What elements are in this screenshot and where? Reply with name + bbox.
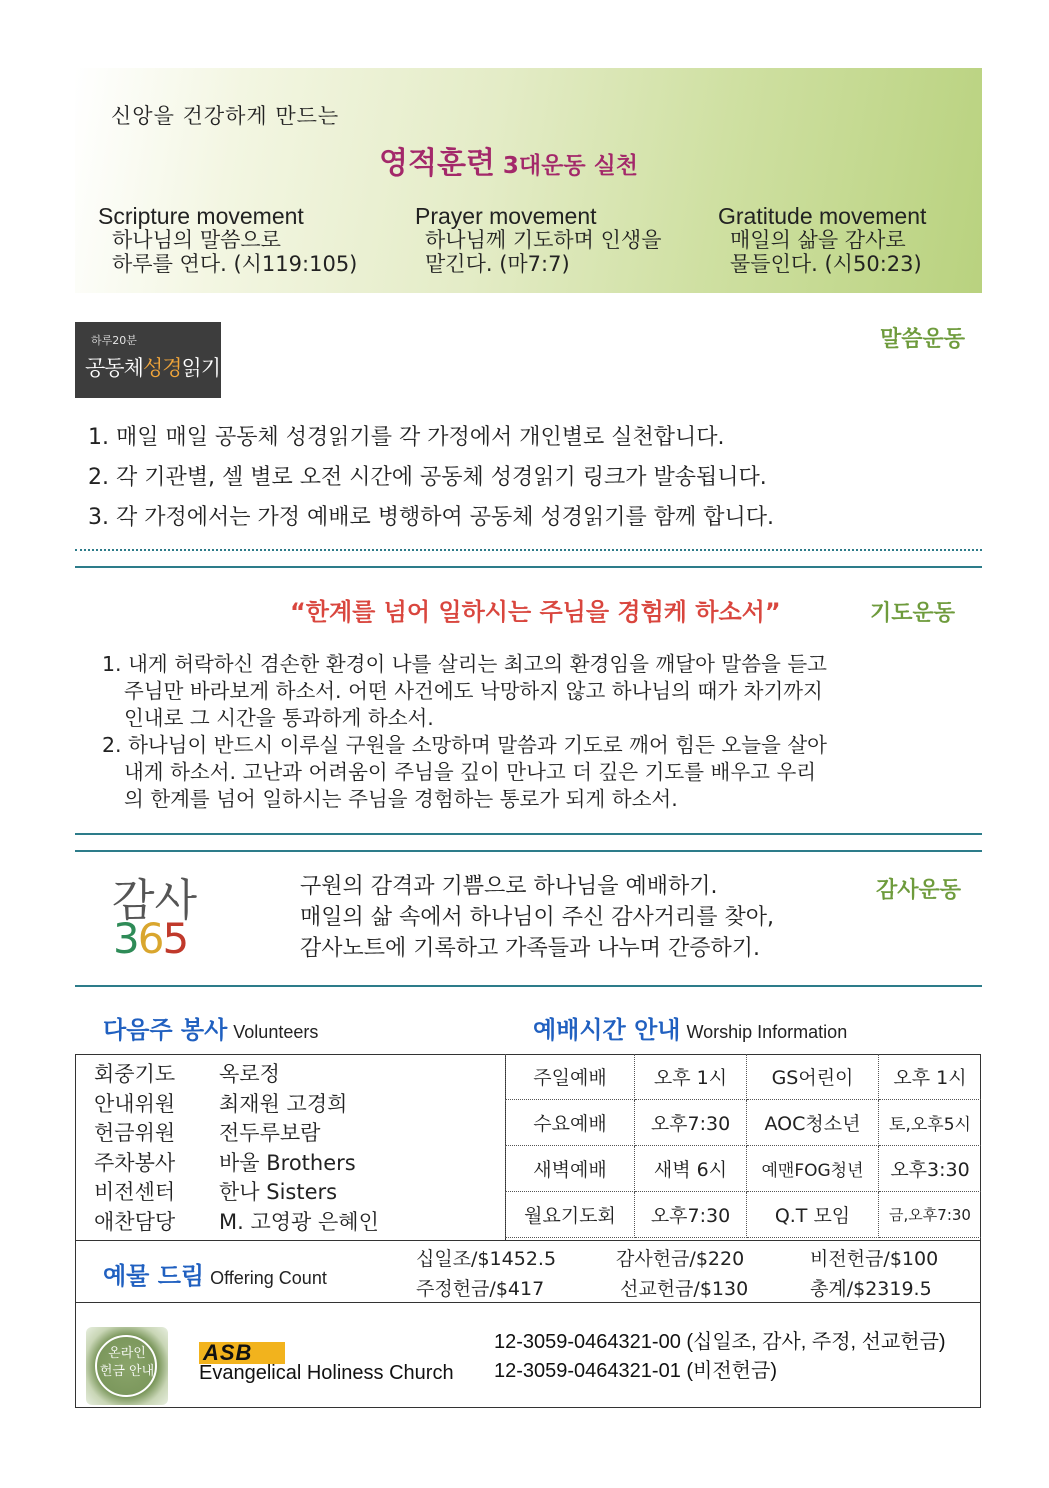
gratitude-line1: 매일의 삶을 감사로 bbox=[730, 228, 906, 252]
gratitude-line: 감사노트에 기록하고 가족들과 나누며 간증하기. bbox=[300, 936, 761, 961]
digit-3: 3 bbox=[113, 914, 138, 963]
worship-header-en: Worship Information bbox=[686, 1022, 848, 1042]
asb-logo-text: ASB bbox=[203, 1340, 253, 1365]
table-cell: Q.T 모임 bbox=[747, 1192, 879, 1238]
bible-reading-list bbox=[88, 418, 774, 538]
prayer-line1: 하나님께 기도하며 인생을 bbox=[425, 228, 662, 252]
asb-logo bbox=[199, 1342, 285, 1364]
banner-title-main: 영적훈련 bbox=[379, 146, 495, 181]
offering-item: 비전헌금/$100 bbox=[810, 1248, 939, 1270]
banner-intro: 신앙을 건강하게 만드는 bbox=[111, 104, 340, 128]
offering-item: 주정헌금/$417 bbox=[416, 1278, 545, 1300]
table-cell: 예맨FOG청년 bbox=[747, 1146, 879, 1192]
volunteers-header-ko: 다음주 봉사 bbox=[103, 1016, 228, 1044]
volunteers-header bbox=[103, 1010, 318, 1045]
list-item: 1. 매일 매일 공동체 성경읽기를 각 가정에서 개인별로 실천합니다. bbox=[88, 425, 725, 450]
offering-header-ko: 예물 드림 bbox=[103, 1262, 205, 1290]
volunteer-role: 안내위원 bbox=[94, 1091, 176, 1116]
offering-item: 십일조/$1452.5 bbox=[416, 1248, 557, 1270]
table-row bbox=[506, 1192, 982, 1238]
volunteer-name: 한나 Sisters bbox=[219, 1180, 338, 1205]
gratitude-logo-word: 감사 bbox=[112, 875, 198, 926]
table-cell: 오후3:30 bbox=[879, 1146, 982, 1192]
gratitude-line2: 물들인다. (시50:23) bbox=[730, 252, 922, 276]
divider bbox=[75, 850, 982, 852]
list-item: 3. 각 가정에서는 가정 예배로 병행하여 공동체 성경읽기를 함께 합니다. bbox=[88, 505, 774, 530]
volunteer-role: 회중기도 bbox=[94, 1062, 176, 1086]
table-cell: 금,오후7:30 bbox=[879, 1192, 982, 1238]
community-bible-reading-logo bbox=[75, 322, 221, 398]
scripture-line2: 하루를 연다. (시119:105) bbox=[112, 252, 358, 276]
banner-title-sub: 3대운동 실천 bbox=[502, 153, 639, 179]
offering-item: 선교헌금/$130 bbox=[620, 1278, 749, 1300]
divider bbox=[75, 1302, 981, 1303]
logo-small-text: 하루20분 bbox=[91, 334, 137, 347]
account-2: 12-3059-0464321-01 (비전헌금) bbox=[494, 1360, 777, 1382]
volunteer-name: M. 고영광 은혜인 bbox=[219, 1209, 379, 1234]
table-cell: 월요기도회 bbox=[506, 1192, 635, 1238]
table-cell: 오후 1시 bbox=[635, 1054, 747, 1100]
logo-highlight: 성경 bbox=[142, 356, 182, 380]
prayer-title: “한계를 넘어 일하시는 주님을 경험케 하소서” bbox=[290, 598, 781, 626]
offering-item: 총계/$2319.5 bbox=[810, 1278, 932, 1300]
gratitude-column bbox=[718, 204, 926, 276]
scripture-line1: 하나님의 말씀으로 bbox=[112, 228, 281, 252]
online-giving-badge bbox=[86, 1327, 168, 1405]
gratitude-text bbox=[300, 871, 774, 964]
logo-pre: 공동체 bbox=[85, 356, 143, 380]
prayer-movement-tag: 기도운동 bbox=[870, 601, 956, 626]
volunteer-role: 애찬담당 bbox=[94, 1209, 176, 1234]
table-row bbox=[506, 1146, 982, 1192]
gratitude-movement-tag: 감사운동 bbox=[876, 878, 962, 903]
worship-schedule-table bbox=[505, 1054, 981, 1238]
divider bbox=[75, 1240, 981, 1241]
scripture-column bbox=[98, 204, 357, 276]
table-cell: 오후7:30 bbox=[635, 1100, 747, 1146]
table-cell: 새벽 6시 bbox=[635, 1146, 747, 1192]
digit-5: 5 bbox=[162, 914, 188, 963]
worship-header bbox=[533, 1010, 847, 1045]
table-cell: 오후7:30 bbox=[635, 1192, 747, 1238]
offering-header bbox=[103, 1256, 327, 1291]
prayer-line: 2. 하나님이 반드시 이루실 구원을 소망하며 말씀과 기도로 깨어 힘든 오늘을 살아 bbox=[102, 733, 827, 757]
prayer-line: 주님만 바라보게 하소서. 어떤 사건에도 낙망하지 않고 하나님의 때가 차기까지 bbox=[124, 679, 823, 703]
table-cell: 새벽예배 bbox=[506, 1146, 635, 1192]
gratitude-logo-365 bbox=[113, 914, 187, 963]
account-numbers bbox=[494, 1328, 946, 1386]
scripture-en: Scripture movement bbox=[98, 203, 304, 229]
volunteer-name: 전두루보람 bbox=[219, 1121, 321, 1146]
logo-post: 읽기 bbox=[181, 356, 221, 380]
divider bbox=[75, 566, 982, 568]
prayer-column bbox=[415, 204, 662, 276]
volunteer-role: 주차봉사 bbox=[94, 1150, 176, 1175]
spiritual-training-banner bbox=[75, 68, 982, 293]
volunteer-role: 비전센터 bbox=[94, 1180, 176, 1205]
volunteers-header-en: Volunteers bbox=[233, 1022, 319, 1042]
badge-line1: 온라인 bbox=[108, 1346, 146, 1361]
logo-big-text bbox=[85, 352, 220, 382]
divider bbox=[75, 833, 982, 835]
table-cell: GS어린이 bbox=[747, 1054, 879, 1100]
table-cell: 오후 1시 bbox=[879, 1054, 982, 1100]
volunteer-roles bbox=[94, 1060, 175, 1238]
divider bbox=[75, 549, 982, 551]
volunteer-name: 바울 Brothers bbox=[219, 1150, 356, 1175]
list-item: 2. 각 기관별, 셀 별로 오전 시간에 공동체 성경읽기 링크가 발송됩니다. bbox=[88, 465, 767, 490]
badge-line2: 헌금 안내 bbox=[99, 1364, 155, 1379]
badge-text bbox=[86, 1345, 168, 1381]
gratitude-line: 구원의 감격과 기쁨으로 하나님을 예배하기. bbox=[300, 874, 718, 899]
prayer-en: Prayer movement bbox=[415, 203, 597, 229]
worship-header-ko: 예배시간 안내 bbox=[533, 1016, 681, 1044]
table-row bbox=[506, 1100, 982, 1146]
table-cell: AOC청소년 bbox=[747, 1100, 879, 1146]
table-row bbox=[506, 1054, 982, 1100]
gratitude-line: 매일의 삶 속에서 하나님이 주신 감사거리를 찾아, bbox=[300, 905, 774, 930]
volunteer-names bbox=[219, 1060, 379, 1238]
divider bbox=[75, 985, 982, 987]
table-cell: 주일예배 bbox=[506, 1054, 635, 1100]
prayer-line2: 맡긴다. (마7:7) bbox=[425, 252, 570, 276]
prayer-line: 의 한계를 넘어 일하시는 주님을 경험하는 통로가 되게 하소서. bbox=[124, 787, 678, 811]
table-cell: 토,오후5시 bbox=[879, 1100, 982, 1146]
word-movement-tag: 말씀운동 bbox=[880, 327, 966, 352]
prayer-line: 내게 하소서. 고난과 어려움이 주님을 깊이 만나고 더 깊은 기도를 배우고 우리 bbox=[124, 760, 817, 784]
offering-header-en: Offering Count bbox=[210, 1268, 327, 1288]
gratitude-en: Gratitude movement bbox=[718, 203, 927, 229]
volunteer-name: 최재원 고경희 bbox=[219, 1091, 348, 1116]
prayer-line: 1. 내게 허락하신 겸손한 환경이 나를 살리는 최고의 환경임을 깨달아 말씀을 듣고 bbox=[102, 652, 827, 676]
offering-item: 감사헌금/$220 bbox=[616, 1248, 745, 1270]
volunteer-name: 옥로정 bbox=[219, 1062, 280, 1086]
church-name: Evangelical Holiness Church bbox=[199, 1362, 454, 1384]
volunteer-role: 헌금위원 bbox=[94, 1121, 176, 1146]
table-cell: 수요예배 bbox=[506, 1100, 635, 1146]
prayer-list bbox=[102, 651, 962, 813]
digit-6: 6 bbox=[137, 914, 163, 963]
prayer-line: 인내로 그 시간을 통과하게 하소서. bbox=[124, 706, 434, 730]
banner-title bbox=[379, 138, 638, 182]
account-1: 12-3059-0464321-00 (십일조, 감사, 주정, 선교헌금) bbox=[494, 1331, 946, 1353]
